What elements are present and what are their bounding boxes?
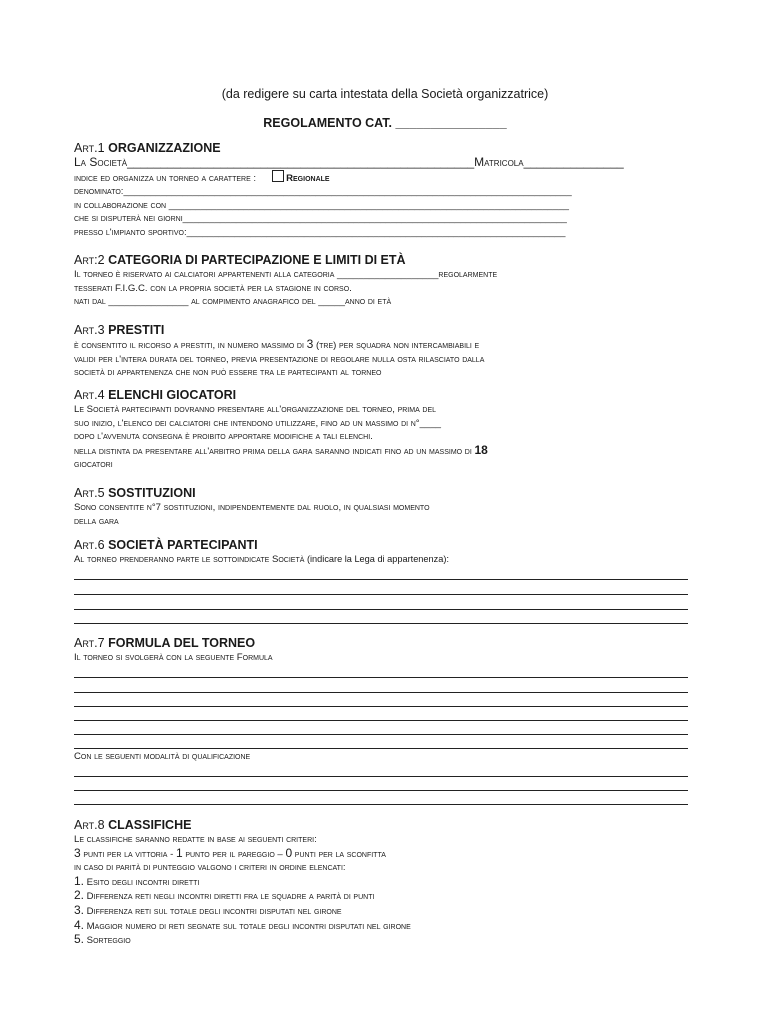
criteria-text: Sorteggio <box>84 935 131 947</box>
criteria-number: 2. <box>74 888 85 903</box>
art4-line-4 <box>74 444 694 459</box>
art4-line-4a: nella distinta da presentare all'arbitro prima della gara saranno indicati fino ad un massimo di <box>74 445 475 457</box>
art6-note: (indicare la Lega di appartenenza) <box>304 554 447 564</box>
societa-blank-line[interactable] <box>74 579 688 580</box>
art6-title: SOCIETÀ PARTECIPANTI <box>108 538 258 552</box>
art2-line-3: nati dal _______________ al compimento anagrafico del _____anno di età <box>74 296 392 308</box>
art4-section <box>74 388 694 472</box>
art3-prestiti-count: 3 <box>306 337 314 351</box>
art6-colon: : <box>446 554 450 565</box>
art5-heading <box>74 486 694 501</box>
art8-line-1: Le classifiche saranno redatte in base ai seguenti criteri: <box>74 834 317 845</box>
points-draw: 1 <box>175 845 183 860</box>
art3-line-1 <box>74 338 694 353</box>
criteria-text: Differenza reti negli incontri diretti fra le squadre a parità di punti <box>84 891 375 903</box>
art6-section <box>74 538 694 567</box>
points-win: 3 <box>74 845 81 860</box>
art1-line-4: in collaborazione con ___________________________________________________________________________ <box>74 199 569 211</box>
art1-title: ORGANIZZAZIONE <box>108 141 221 155</box>
art6-line-1 <box>74 553 694 567</box>
art1-line-3: denominato:____________________________________________________________________________________ <box>74 186 572 198</box>
formula-blank-line[interactable] <box>74 692 688 693</box>
art4-line-2: suo inizio, l'elenco dei calciatori che intendono utilizzare, fino ad un massimo di n°____ <box>74 417 441 429</box>
art1-line-6: presso l'impianto sportivo:_______________________________________________________________________ <box>74 226 566 238</box>
art5-line-2: della gara <box>74 515 119 527</box>
art6-number: Art.6 <box>74 538 105 552</box>
art1-section <box>74 141 694 240</box>
art5-section <box>74 486 694 528</box>
criteria-item <box>74 889 694 904</box>
art1-line-1: La Società____________________________________________________Matricola_______________ <box>74 155 624 169</box>
points-win-text: punti per la vittoria - <box>80 848 176 860</box>
art7-title: FORMULA DEL TORNEO <box>108 636 256 650</box>
art7-qualification <box>74 750 694 764</box>
art4-line-3: dopo l'avvenuta consegna è proibito apportare modifiche a tali elenchi. <box>74 431 373 443</box>
art3-number: Art.3 <box>74 323 105 337</box>
art5-line-1: Sono consentite n°7 sostituzioni, indipendentemente dal ruolo, in qualsiasi momento <box>74 502 430 513</box>
formula-blank-line[interactable] <box>74 677 688 678</box>
societa-blank-line[interactable] <box>74 594 688 595</box>
art1-line-5: che si disputerà nei giorni________________________________________________________________________ <box>74 213 567 225</box>
qualificazione-blank-line[interactable] <box>74 776 688 777</box>
art7-heading <box>74 636 694 651</box>
art1-heading <box>74 141 694 156</box>
art2-line-1: Il torneo è riservato ai calciatori appartenenti alla categoria ___________________regolarmente <box>74 269 498 280</box>
formula-blank-line[interactable] <box>74 734 688 735</box>
art2-section <box>74 253 694 309</box>
art4-heading <box>74 388 694 403</box>
criteria-number: 1. <box>74 873 85 888</box>
art3-line-1c: (tre) per squadra non intercambiabili e <box>313 340 480 351</box>
art2-line-2: tesserati F.I.G.C. con la propria società per la stagione in corso. <box>74 282 352 294</box>
points-loss: 0 <box>285 845 293 860</box>
formula-blank-line[interactable] <box>74 720 688 721</box>
regionale-checkbox[interactable] <box>272 170 284 182</box>
art1-number: Art.1 <box>74 141 105 155</box>
art3-section <box>74 323 694 380</box>
art8-number: Art.8 <box>74 818 105 832</box>
formula-blank-line[interactable] <box>74 748 688 749</box>
criteria-number: 5. <box>74 932 85 947</box>
points-loss-text: punti per la sconfitta <box>292 848 386 860</box>
criteria-number: 3. <box>74 902 85 917</box>
art1-line-2-text: indice ed organizza un torneo a carattere : <box>74 172 257 184</box>
societa-blank-line[interactable] <box>74 623 688 624</box>
art6-heading <box>74 538 694 553</box>
art4-max-players: 18 <box>474 442 488 457</box>
regionale-label: Regionale <box>286 172 330 184</box>
art7-line-2: Con le seguenti modalità di qualificazione <box>74 751 251 762</box>
art7-number: Art.7 <box>74 636 105 650</box>
criteria-text: Maggior numero di reti segnate sul totale degli incontri disputati nel girone <box>84 920 411 932</box>
qualificazione-blank-line[interactable] <box>74 790 688 791</box>
criteria-text: Differenza reti sul totale degli incontri disputati nel girone <box>84 905 342 917</box>
criteria-text: Esito degli incontri diretti <box>84 876 200 888</box>
art3-title: PRESTITI <box>108 323 165 337</box>
art8-line-3: in caso di parità di punteggio valgono i criteri in ordine elencati: <box>74 862 346 874</box>
art8-section <box>74 818 694 948</box>
art3-line-3: società di appartenenza che non può essere tra le partecipanti al torneo <box>74 367 382 379</box>
art7-section <box>74 636 694 665</box>
art8-heading <box>74 818 694 833</box>
art5-number: Art.5 <box>74 486 105 500</box>
art4-line-1: Le Società partecipanti dovranno presentare all'organizzazione del torneo, prima del <box>74 404 437 415</box>
art8-line-2 <box>74 847 694 862</box>
criteria-item <box>74 919 694 934</box>
art4-line-5: giocatori <box>74 459 113 471</box>
art4-number: Art.4 <box>74 388 105 402</box>
criteria-item <box>74 875 694 890</box>
art5-title: SOSTITUZIONI <box>108 486 196 500</box>
art3-heading <box>74 323 694 338</box>
document-title: REGOLAMENTO CAT. ________________ <box>263 116 507 130</box>
art2-number: Art:2 <box>74 253 105 267</box>
qualificazione-blank-line[interactable] <box>74 804 688 805</box>
formula-blank-line[interactable] <box>74 706 688 707</box>
societa-blank-line[interactable] <box>74 609 688 610</box>
art3-line-2: validi per l'intera durata del torneo, previa presentazione di regolare nulla osta rilasciato dalla <box>74 353 485 365</box>
art7-line-1: Il torneo si svolgerà con la seguente Formula <box>74 652 273 663</box>
art2-title: CATEGORIA DI PARTECIPAZIONE E LIMITI DI ETÀ <box>108 253 406 267</box>
art8-title: CLASSIFICHE <box>108 818 192 832</box>
criteria-number: 4. <box>74 917 85 932</box>
criteria-item <box>74 933 694 948</box>
art2-heading <box>74 253 694 268</box>
points-draw-text: punto per il pareggio – <box>182 848 286 860</box>
art6-line-1a: Al torneo prenderanno parte le sottoindicate Società <box>74 554 305 565</box>
art3-line-1a: è consentito il ricorso a prestiti, in numero massimo di <box>74 340 307 351</box>
criteria-item <box>74 904 694 919</box>
art1-line-2 <box>74 170 694 186</box>
art4-title: ELENCHI GIOCATORI <box>108 388 237 402</box>
header-note: (da redigere su carta intestata della Società organizzatrice) <box>221 87 549 101</box>
